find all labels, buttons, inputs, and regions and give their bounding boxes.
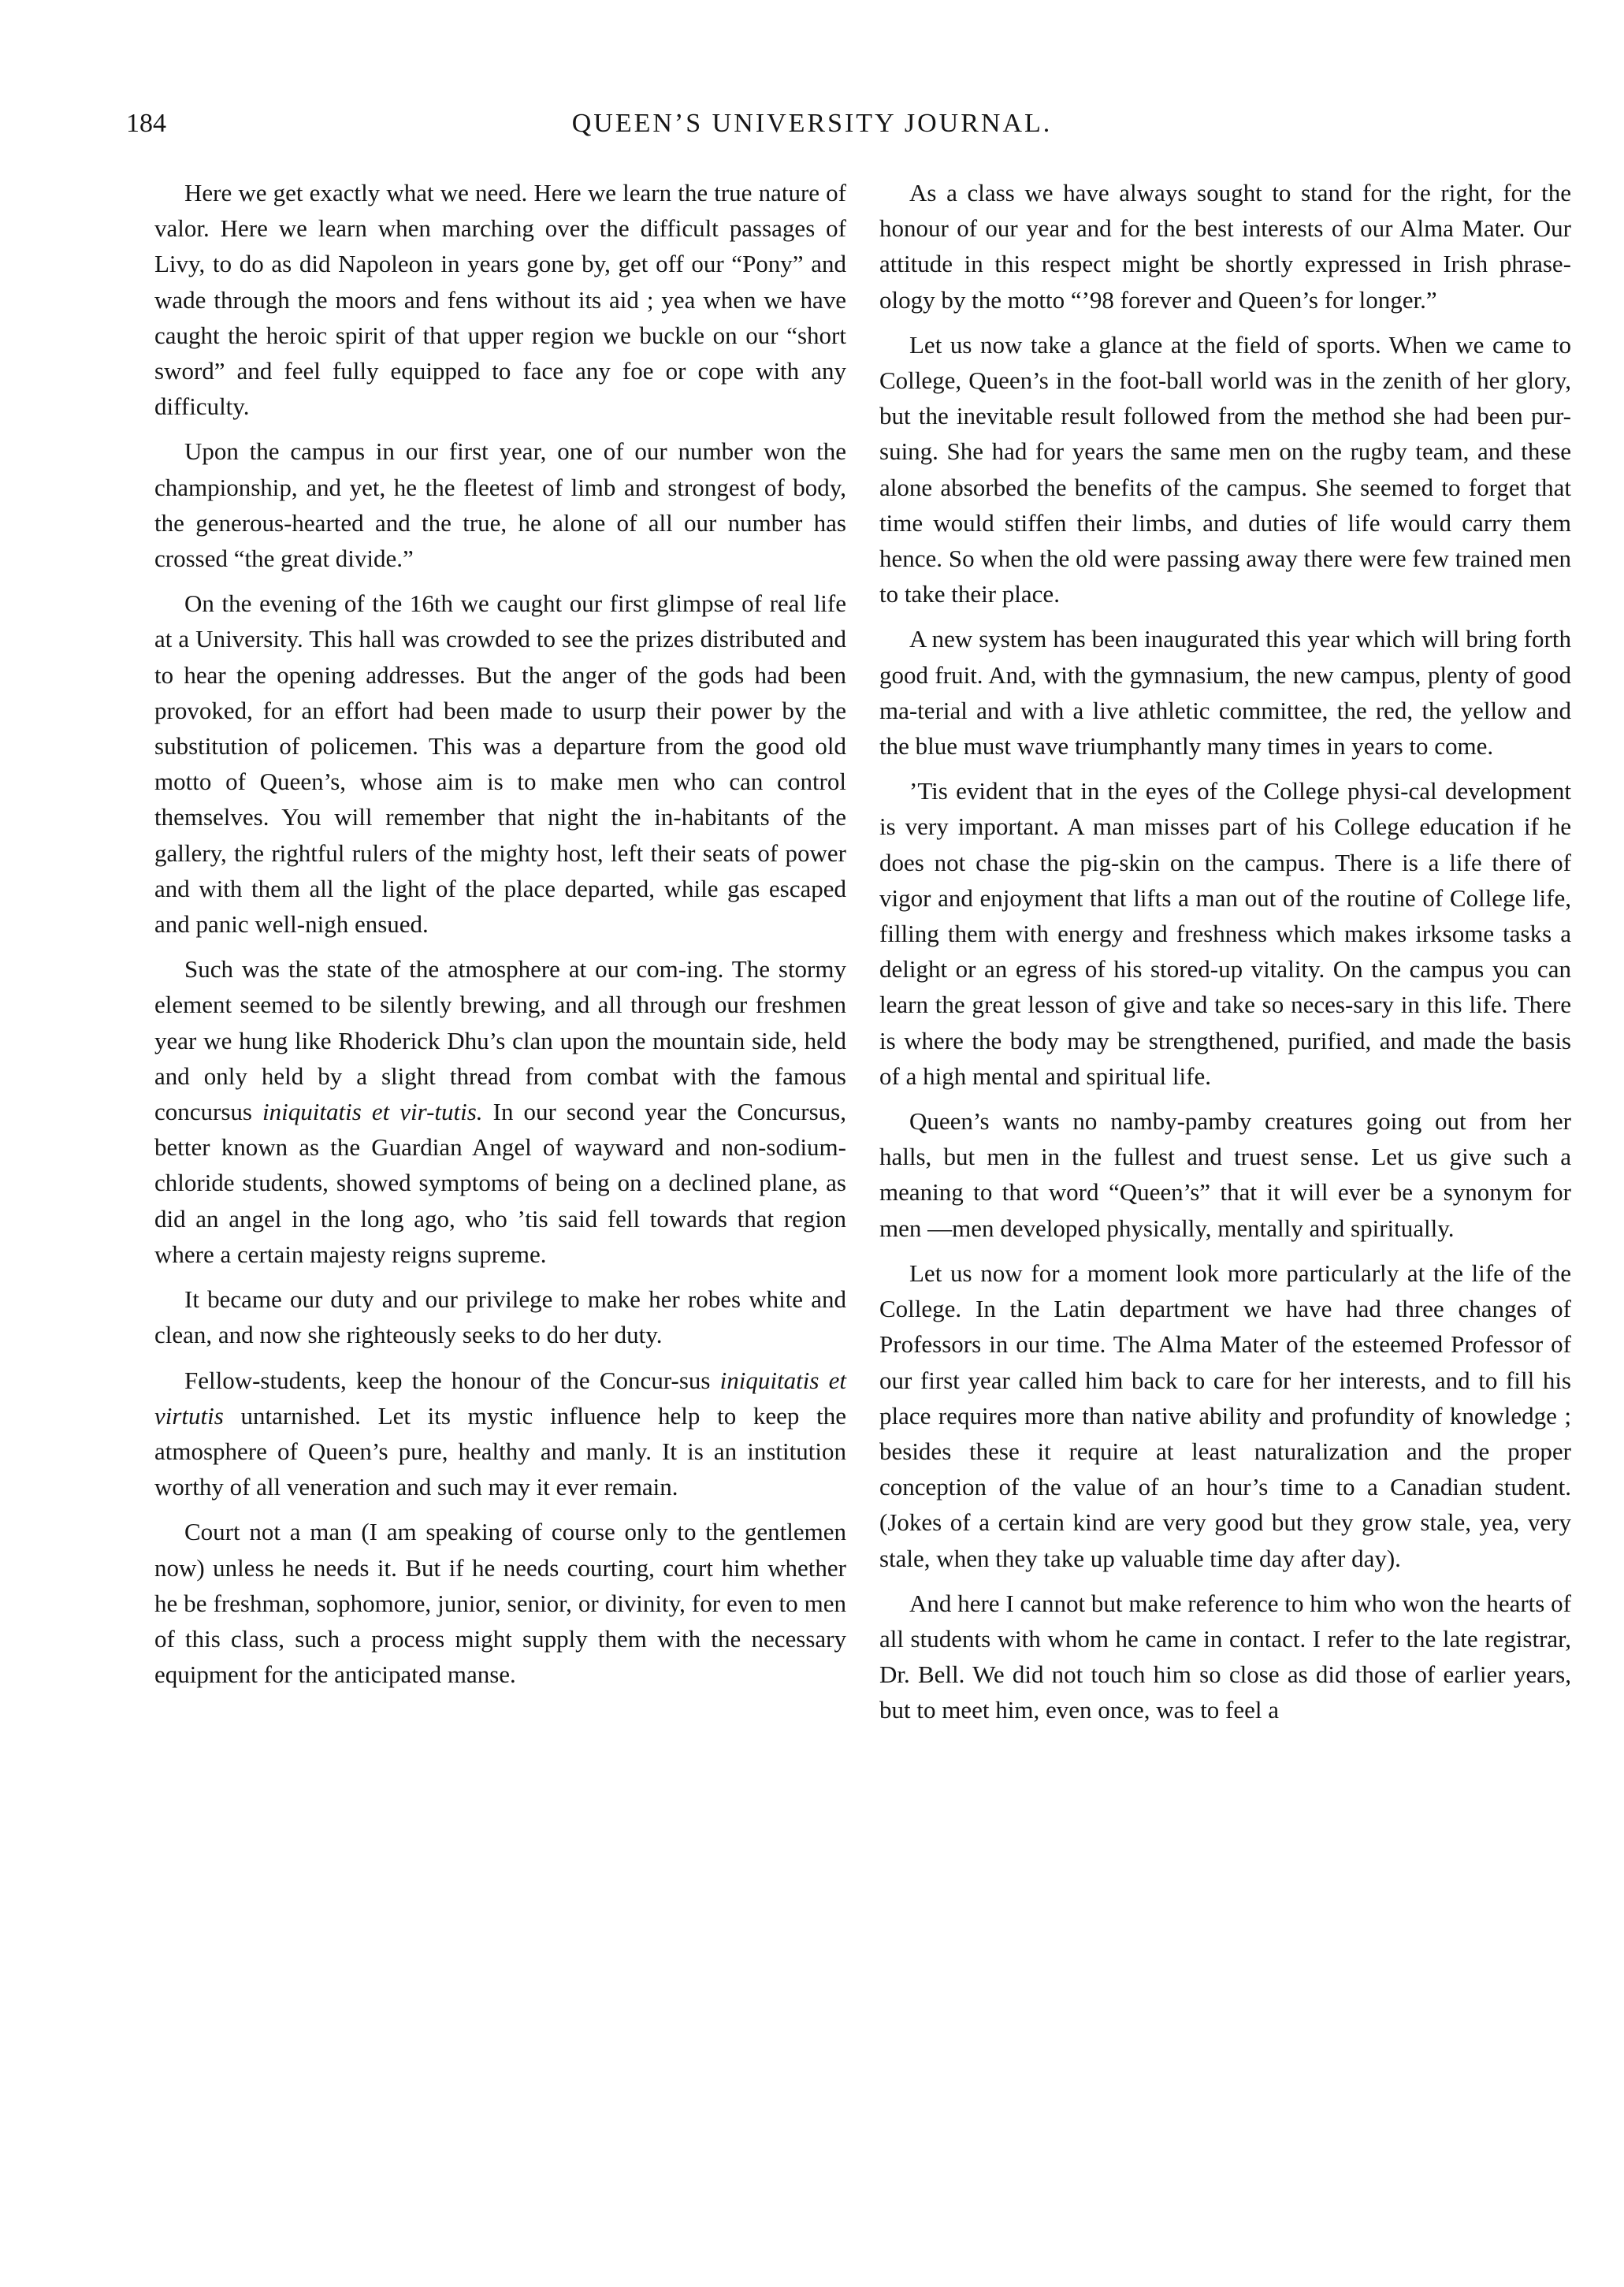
paragraph: Court not a man (I am speaking of course only to the gentlemen now) unless he needs it. But if he needs courting, court him whether he be freshman, sophomore, junior, senior, or divinity, for even to men of this class, such a process might supply them with the necessary equipment for the anticipated manse. [154, 1518, 846, 1689]
text-run: In our second year the Concursus, better known as the Guardian Angel of wayward and non-sodium-chloride students, showed symptoms of being on a declined plane, as did an angel in the long ago, who ’tis said fell towards that region where a certain majesty reigns supreme. [154, 1098, 846, 1268]
running-title: QUEEN’S UNIVERSITY JOURNAL. [571, 109, 1053, 138]
paragraph: As a class we have always sought to stand for the right, for the honour of our year and for the best interests of our Alma Mater. Our attitude in this respect might be shortly expressed in Irish phrase-ology by the motto “’98 forever and Queen’s for longer.” [879, 179, 1571, 314]
latin-phrase: iniquitatis et virtutis [154, 1366, 846, 1430]
latin-phrase: iniquitatis et vir-tutis. [262, 1098, 483, 1126]
text-run: Such was the state of the atmosphere at our com-ing. The stormy element seemed to be silently brewing, and all through our freshmen year we hung like Rhoderick Dhu’s clan upon the mountain side, held and only held by a slight thread from combat with the famous concursus [154, 955, 846, 1126]
paragraph [154, 951, 846, 1272]
paragraph: On the evening of the 16th we caught our first glimpse of real life at a University. This hall was crowded to see the prizes distributed and to hear the opening addresses. But the anger of the gods had been provoked, for an effort had been made to usurp their power by the substitution of policemen. This was a departure from the good old motto of Queen’s, whose aim is to make men who can control themselves. You will remember that night the in-habitants of the gallery, the rightful rulers of the mighty host, left their seats of power and with them all the light of the place departed, while gas escaped and panic well-nigh ensued. [154, 589, 846, 939]
text-run: untarnished. Let its mystic influence help to keep the atmosphere of Queen’s pure, healthy and manly. It is an institution worthy of all veneration and such may it ever remain. [154, 1401, 846, 1501]
paragraph [154, 1363, 846, 1505]
right-column [879, 175, 1571, 1738]
paragraph: Here we get exactly what we need. Here we learn the true nature of valor. Here we learn when marching over the difficult passages of Livy, to do as did Napoleon in years gone by, get off our “Pony” and wade through the moors and fens without its aid ; yea when we have caught the heroic spirit of that upper region we buckle on our “short sword” and feel fully equipped to face any foe or cope with any difficulty. [154, 179, 846, 421]
paragraph: It became our duty and our privilege to make her robes white and clean, and now she righteously seeks to do her duty. [154, 1285, 846, 1349]
paragraph: Upon the campus in our first year, one of our number won the championship, and yet, he the fleetest of limb and strongest of body, the generous-hearted and the true, he alone of all our number has crossed “the great divide.” [154, 437, 846, 573]
paragraph: Let us now take a glance at the field of sports. When we came to College, Queen’s in the foot-ball world was in the zenith of her glory, but the inevitable result followed from the method she had been pur-suing. She had for years the same men on the rugby team, and these alone absorbed the benefits of the campus. She seemed to forget that time would stiffen their limbs, and duties of life would carry them hence. So when the old were passing away there were few trained men to take their place. [879, 330, 1571, 608]
paragraph: A new system has been inaugurated this year which will bring forth good fruit. And, with the gymnasium, the new campus, plenty of good ma-terial and with a live athletic committee, the red, the yellow and the blue must wave triumphantly many times in years to come. [879, 625, 1571, 760]
text-run: Fellow-students, keep the honour of the Concur-sus [184, 1366, 720, 1394]
paragraph: Let us now for a moment look more particularly at the life of the College. In the Latin department we have had three changes of Professors in our time. The Alma Mater of the esteemed Professor of our first year called him back to care for her interests, and to fill his place requires more than native ability and profundity of knowledge ; besides these it require at least naturalization and the proper conception of the value of an hour’s time to a Canadian student. (Jokes of a certain kind are very good but they grow stale, yea, very stale, when they take up valuable time day after day). [879, 1259, 1571, 1572]
paragraph: And here I cannot but make reference to him who won the hearts of all students with whom he came in contact. I refer to the late registrar, Dr. Bell. We did not touch him so close as did those of earlier years, but to meet him, even once, was to feel a [879, 1589, 1571, 1724]
paragraph: Queen’s wants no namby-pamby creatures going out from her halls, but men in the fullest and truest sense. Let us give such a meaning to that word “Queen’s” that it will ever be a synonym for men —men developed physically, mentally and spiritually. [879, 1107, 1571, 1242]
left-column [154, 175, 846, 1701]
paragraph: ’Tis evident that in the eyes of the College physi-cal development is very important. A man misses part of his College education if he does not chase the pig-skin on the campus. There is a life there of vigor and enjoyment that lifts a man out of the routine of College life, filling them with energy and freshness which makes irksome tasks a delight or an egress of his stored-up vitality. On the campus you can learn the great lesson of give and take so neces-sary in this life. There is where the body may be strengthened, purified, and made the basis of a high mental and spiritual life. [879, 777, 1571, 1090]
page-number: 184 [126, 109, 166, 138]
